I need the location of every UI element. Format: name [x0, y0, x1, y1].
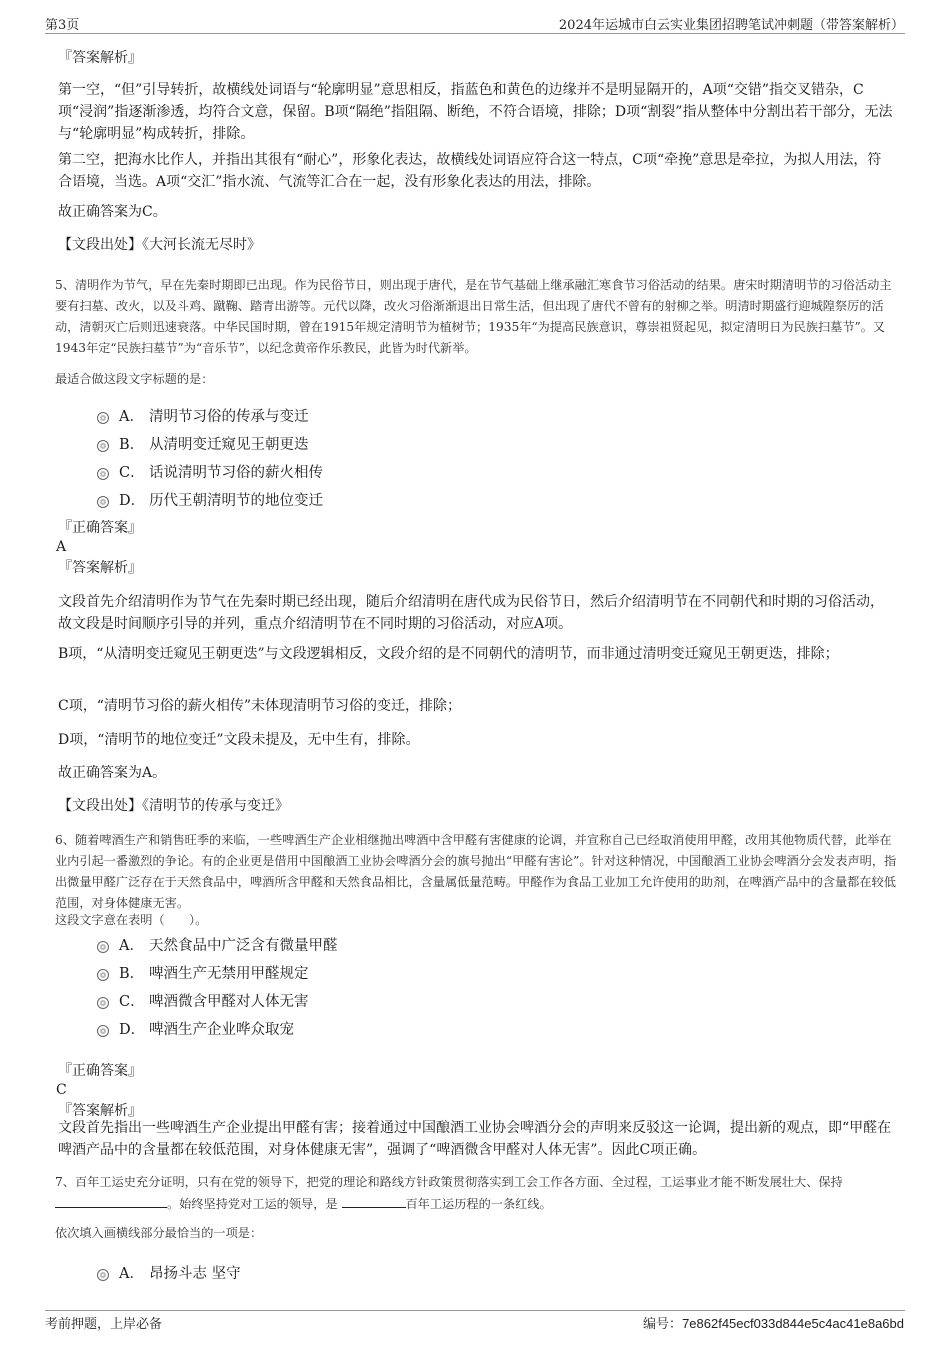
footer-divider	[45, 1310, 905, 1311]
q7-question: 依次填入画横线部分最恰当的一项是：	[55, 1226, 263, 1240]
radio-icon[interactable]	[97, 412, 109, 424]
option-text: 啤酒微含甲醛对人体无害	[149, 993, 309, 1010]
q6-answer: C	[56, 1082, 67, 1098]
radio-icon[interactable]	[97, 969, 109, 981]
q7-blank-2	[342, 1193, 406, 1208]
q5-source: 【文段出处】《清明节的传承与变迁》	[58, 798, 289, 814]
q7-option-a[interactable]	[97, 1261, 241, 1283]
radio-icon[interactable]	[97, 1025, 109, 1037]
q5-answer: A	[56, 539, 67, 555]
option-letter: D．	[119, 1021, 146, 1038]
q5-conclusion: 故正确答案为A。	[58, 765, 167, 781]
radio-icon[interactable]	[97, 941, 109, 953]
q5-answer-label: 『正确答案』	[58, 520, 142, 536]
q5-question: 最适合做这段文字标题的是：	[55, 372, 214, 386]
q7-stem-part2: 。始终坚持党对工运的领导，是	[167, 1197, 338, 1211]
q6-option-d[interactable]	[97, 1017, 294, 1039]
option-text: 话说清明节习俗的薪火相传	[149, 464, 323, 481]
q6-analysis: 文段首先指出一些啤酒生产企业提出甲醛有害；接着通过中国酿酒工业协会啤酒分会的声明来反驳这一论调，提出新的观点，即“甲醛在啤酒产品中的含量都在较低范围，对身体健康无害”，强调了“啤酒微含甲醛对人体无害”。因此C项正确。	[58, 1120, 892, 1158]
q4-analysis-label: 『答案解析』	[58, 50, 142, 66]
footer-code-label: 编号：	[643, 1317, 683, 1332]
radio-icon[interactable]	[97, 1269, 109, 1281]
q5-option-b[interactable]	[97, 432, 309, 454]
option-text: 啤酒生产企业哗众取宠	[149, 1021, 294, 1038]
q4-conclusion: 故正确答案为C。	[58, 204, 167, 220]
option-letter: B．	[119, 965, 145, 982]
q5-option-a[interactable]	[97, 404, 309, 426]
option-letter: C．	[119, 993, 145, 1010]
q5-analysis-3: C项，“清明节习俗的薪火相传”未体现清明节习俗的变迁，排除；	[58, 698, 462, 714]
option-text: 清明节习俗的传承与变迁	[149, 408, 309, 425]
q5-analysis-4: D项，“清明节的地位变迁”文段未提及，无中生有，排除。	[58, 732, 420, 748]
header-divider	[45, 33, 905, 34]
q7-stem-part3: 百年工运历程的一条红线。	[405, 1197, 552, 1211]
option-text: 昂扬斗志 坚守	[149, 1265, 241, 1282]
page-number: 第3页	[45, 18, 80, 33]
option-letter: A．	[119, 937, 144, 954]
q5-analysis-1: 文段首先介绍清明作为节气在先秦时期已经出现，随后介绍清明在唐代成为民俗节日，然后介绍清明节在不同朝代和时期的习俗活动，故文段是时间顺序引导的并列，重点介绍清明节在不同时期的习俗活动，对应A项。	[58, 594, 884, 632]
q5-option-c[interactable]	[97, 460, 323, 482]
radio-icon[interactable]	[97, 997, 109, 1009]
option-text: 天然食品中广泛含有微量甲醛	[149, 937, 338, 954]
radio-icon[interactable]	[97, 468, 109, 480]
q6-stem: 6、随着啤酒生产和销售旺季的来临，一些啤酒生产企业相继抛出啤酒中含甲醛有害健康的论调，并宣称自己已经取消使用甲醛，改用其他物质代替，此举在业内引起一番激烈的争论。有的企业更是借用中国酿酒工业协会啤酒分会的旗号抛出“甲醛有害论”。针对这种情况，中国酿酒工业协会啤酒分会发表声明，指出微量甲醛广泛存在于天然食品中，啤酒所含甲醛和天然食品相比，含量属低量范畴。甲醛作为食品工业加工允许使用的助剂，在啤酒产品中的含量都在较低范围，对身体健康无害。	[55, 833, 897, 910]
q7-blank-1	[55, 1193, 167, 1208]
option-text: 从清明变迁窥见王朝更迭	[149, 436, 309, 453]
option-text: 历代王朝清明节的地位变迁	[149, 492, 323, 509]
q6-option-b[interactable]	[97, 961, 309, 983]
q5-stem: 5、清明作为节气，早在先秦时期即已出现。作为民俗节日，则出现于唐代，是在节气基础上继承融汇寒食节习俗活动的结果。唐宋时期清明节的习俗活动主要有扫墓、改火，以及斗鸡、蹴鞠、踏青出游等。元代以降，改火习俗渐渐退出日常生活，但出现了唐代不曾有的射柳之举。明清时期盛行迎城隍祭厉的活动，清朝灭亡后则迅速衰落。中华民国时期，曾在1915年规定清明节为植树节；1935年“为提高民族意识，尊崇祖贤起见，拟定清明日为民族扫墓节”。又1943年定“民族扫墓节”为“音乐节”，以纪念黄帝作乐教民，此皆为时代新举。	[55, 278, 892, 355]
option-letter: B．	[119, 436, 145, 453]
q4-source: 【文段出处】《大河长流无尽时》	[58, 237, 261, 253]
q6-option-a[interactable]	[97, 933, 338, 955]
q5-analysis-label: 『答案解析』	[58, 560, 142, 576]
document-title: 2024年运城市白云实业集团招聘笔试冲刺题（带答案解析）	[558, 18, 904, 33]
footer-slogan: 考前押题，上岸必备	[45, 1317, 163, 1332]
q6-question: 这段文字意在表明（ ）。	[55, 913, 208, 927]
q4-analysis-para2: 第二空，把海水比作人，并指出其很有“耐心”，形象化表达，故横线处词语应符合这一特点，C项“牵挽”意思是牵拉，为拟人用法，符合语境，当选。A项“交汇”指水流、气流等汇合在一起，没有形象化表达的用法，排除。	[58, 152, 882, 190]
option-letter: D．	[119, 492, 146, 509]
q6-analysis-label: 『答案解析』	[58, 1103, 142, 1119]
option-letter: A．	[119, 1265, 144, 1282]
q5-analysis-2: B项，“从清明变迁窥见王朝更迭”与文段逻辑相反，文段介绍的是不同朝代的清明节，而非通过清明变迁窥见王朝更迭，排除；	[58, 646, 839, 662]
radio-icon[interactable]	[97, 440, 109, 452]
option-letter: C．	[119, 464, 145, 481]
footer-code-value: 7e862f45ecf033d844e5c4ac41e8a6bd	[682, 1316, 904, 1331]
radio-icon[interactable]	[97, 496, 109, 508]
q7-stem-part1: 7、百年工运史充分证明，只有在党的领导下，把党的理论和路线方针政策贯彻落实到工会工作各方面、全过程，工运事业才能不断发展壮大、保持	[55, 1175, 843, 1189]
q7-stem	[55, 1172, 900, 1215]
q5-option-d[interactable]	[97, 488, 323, 510]
q4-analysis-para1: 第一空，“但”引导转折，故横线处词语与“轮廓明显”意思相反，指蓝色和黄色的边缘并不是明显隔开的，A项“交错”指交叉错杂，C项“浸润”指逐渐渗透，均符合文意，保留。B项“隔绝”指阻隔、断绝，不符合语境，排除；D项“割裂”指从整体中分割出若干部分，无法与“轮廓明显”构成转折，排除。	[58, 82, 893, 142]
q6-option-c[interactable]	[97, 989, 309, 1011]
q6-answer-label: 『正确答案』	[58, 1063, 142, 1079]
option-letter: A．	[119, 408, 144, 425]
option-text: 啤酒生产无禁用甲醛规定	[149, 965, 309, 982]
footer-code	[643, 1313, 904, 1332]
